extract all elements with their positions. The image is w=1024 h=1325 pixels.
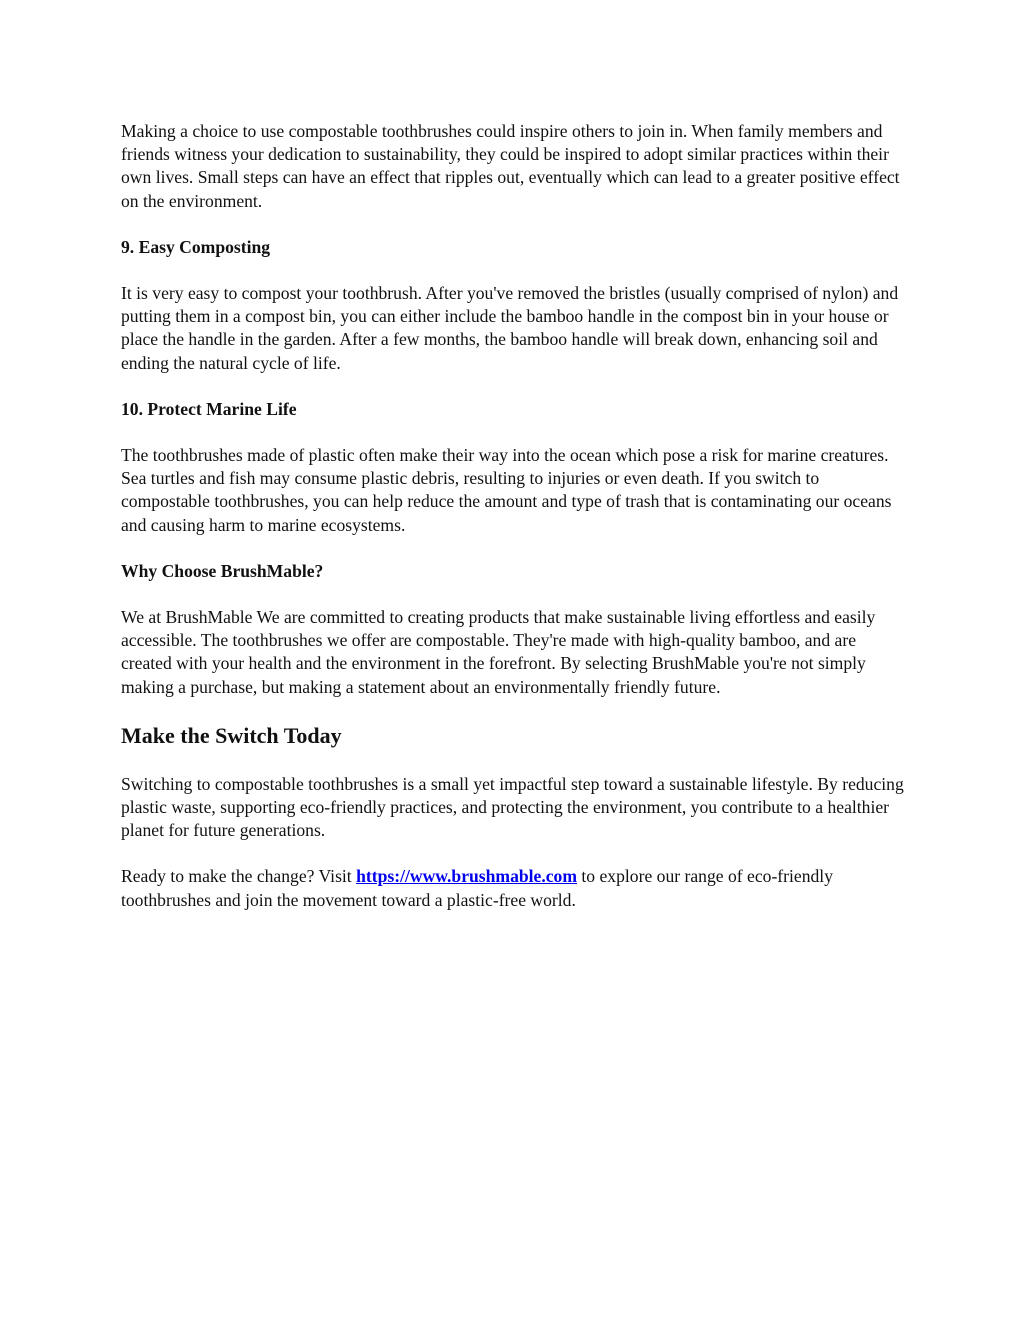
switch-body: Switching to compostable toothbrushes is a small yet impactful step toward a sustainable lifestyle. By reducing plastic waste, supporting eco-friendly practices, and protecting the environment, you contribute to a healthier planet for future generations. bbox=[121, 773, 904, 841]
document-page bbox=[121, 120, 906, 912]
section-heading-protect-marine-life: 10. Protect Marine Life bbox=[121, 398, 297, 419]
cta-text-after: to explore our range of eco-friendly toothbrushes and join the movement toward a plastic-free world. bbox=[121, 866, 833, 910]
intro-paragraph: Making a choice to use compostable toothbrushes could inspire others to join in. When family members and friends witness your dedication to sustainability, they could be inspired to adopt similar practices within their own lives. Small steps can have an effect that ripples out, eventually which can lead to a greater positive effect on the environment. bbox=[121, 121, 900, 211]
call-to-action-paragraph bbox=[121, 865, 906, 911]
switch-heading: Make the Switch Today bbox=[121, 722, 342, 748]
section-heading-why-choose: Why Choose BrushMable? bbox=[121, 560, 324, 581]
section-heading-easy-composting: 9. Easy Composting bbox=[121, 236, 271, 257]
section-body-why-choose: We at BrushMable We are committed to creating products that make sustainable living effortless and easily accessible. The toothbrushes we offer are compostable. They're made with high-quality bamboo, and are created with your health and the environment in the forefront. By selecting BrushMable you're not simply making a purchase, but making a statement about an environmentally friendly future. bbox=[121, 607, 876, 697]
cta-text-before: Ready to make the change? Visit bbox=[121, 866, 357, 887]
section-body-easy-composting: It is very easy to compost your toothbrush. After you've removed the bristles (usually comprised of nylon) and putting them in a compost bin, you can either include the bamboo handle in the compost bin in your house or place the handle in the garden. After a few months, the bamboo handle will break down, enhancing soil and ending the natural cycle of life. bbox=[121, 283, 899, 373]
section-body-protect-marine-life: The toothbrushes made of plastic often make their way into the ocean which pose a risk for marine creatures. Sea turtles and fish may consume plastic debris, resulting to injuries or even death. If you switch to compostable toothbrushes, you can help reduce the amount and type of trash that is contaminating our oceans and causing harm to marine ecosystems. bbox=[121, 445, 892, 535]
brushmable-website-link[interactable]: https://www.brushmable.com bbox=[356, 866, 578, 887]
